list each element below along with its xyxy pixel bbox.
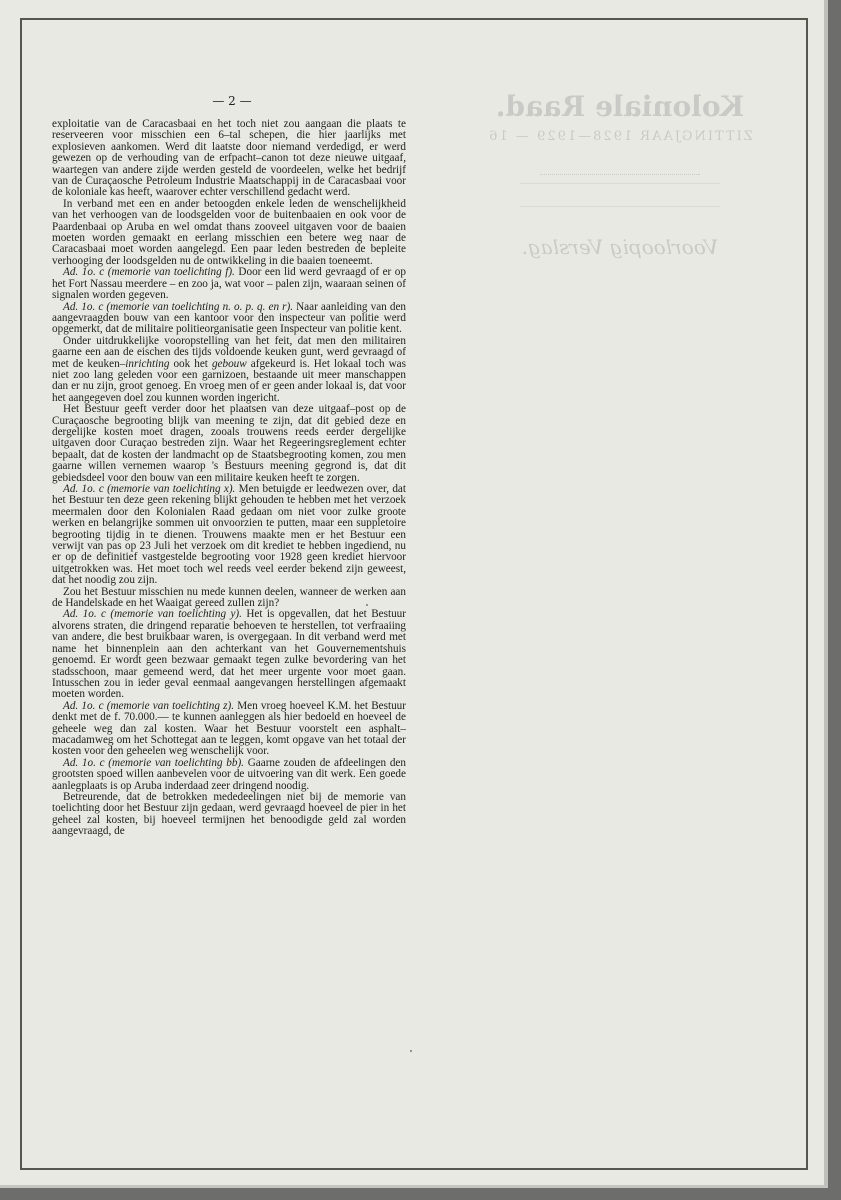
italic-reference: Ad. 1o. c (memorie van toelichting bb). — [63, 756, 244, 769]
paragraph-text: Naar aanleiding van den aangevraagden bouw van een kantoor voor den inspecteur van politie werd opgemerkt, dat de militaire politieorganisatie geen Inspecteur van politie kent. — [52, 300, 407, 336]
bleed-title: Koloniale Raad. — [495, 90, 745, 123]
bleed-stamp-lines — [520, 183, 720, 207]
paragraph-text: Gaarne zouden de afdeelingen den grootsten spoed willen aanbevelen voor de uitvoering van dit werk. Een goede aanlegplaats is op Aruba inderdaad zeer dringend noodig. — [52, 756, 406, 792]
paragraph-text: Het Bestuur geeft verder door het plaatsen van deze uitgaaf–post op de Curaçaosche begrooting blijk van meening te zijn, dat dit gebied deze en dergelijke kosten moet dragen, zooals trouwens reeds eerder dergelijke uitgaven door Curaçao bestreden zijn. Waar het Regeeringsreglement echter bepaalt, dat de kosten der landmacht op de Staatsbegrooting komen, zou men gaarne willen vernemen waarop 's Bestuurs meening gegrond is, dat dit gebiedsdeel voor den bouw van een militaire keuken heeft te zorgen. — [52, 403, 406, 484]
italic-reference: Ad. 1o. c (memorie van toelichting n. o. p. q. en r). — [63, 300, 294, 313]
italic-reference: inrichting — [125, 357, 170, 370]
paragraph — [52, 404, 406, 484]
paragraph-text: Men vroeg hoeveel K.M. het Bestuur denkt met de f. 70.000.— te kunnen aanleggen als hier bedoeld en hoeveel de geheele weg dan zal kosten. Waar het Bestuur voorstelt een asphalt–macadamweg om het Schottegat aan te leggen, komt opgave van het totaal der kosten voor den geheelen weg wenschelijk voor. — [52, 699, 406, 758]
paragraph — [52, 587, 406, 610]
paragraph — [52, 199, 406, 267]
paragraph — [52, 701, 406, 758]
bleed-subtitle: ZITTINGJAAR 1928—1929 — 16 — [487, 129, 753, 144]
italic-reference: Ad. 1o. c (memorie van toelichting z). — [63, 699, 235, 712]
paragraph — [52, 302, 406, 336]
paragraph — [52, 119, 406, 199]
paragraph — [52, 336, 406, 404]
paragraph-text: afgekeurd is. Het lokaal toch was niet zoo lang geleden voor een garnizoen, bestaande uit meer manschappen dan er nu zijn, groot genoeg. En vroeg men of er geen ander lokaal is, dat voor het aangegeven doel zou kunnen worden ingericht. — [52, 357, 406, 404]
paragraph-text: Betreurende, dat de betrokken mededeelingen niet bij de memorie van toelichting door het Bestuur zijn gedaan, werd gevraagd hoeveel de pier in het geheel zal kosten, bij hoeveel termijnen het benoodigde geld zal worden aangevraagd, de — [52, 790, 406, 838]
paragraph-text: In verband met een en ander betoogden enkele leden de wenschelijkheid van het verhoogen van de loodsgelden voor de buitenbaaien en ook voor de Paardenbaai op Aruba en wel omdat thans zooveel uitgaven voor de baaien moeten worden gemaakt en eerlang misschien een betere weg naar de Caracasbaai moet worden aangelegd. Een paar leden bestreden de bepleite verhooging der loodsgelden nu de ontwikkeling in die baaien toeneemt. — [52, 197, 406, 267]
italic-reference: Ad. 1o. c (memorie van toelichting x). — [63, 483, 236, 495]
paragraph-text: Door een lid werd gevraagd of er op het Fort Nassau meerdere – en zoo ja, wat voor – palen zijn, waaraan seinen of signalen worden gegeven. — [52, 266, 406, 302]
paragraph-text: ook het — [169, 357, 212, 370]
paragraph-text: Men betuigde er leedwezen over, dat het Bestuur ten deze geen rekening blijkt gehouden te hebben met het verzoek meermalen door den Kolonialen Raad gedaan om niet voor zulke groote werken en belangrijke sommen uit onvoorzien te putten, maar een suppletoire begrooting tijdig in te dienen. Trouwens maakte men er het Bestuur een verwijt van pas op 23 Juli het verzoek om dit krediet te hebben ingediend, nu er op de definitief vastgestelde begrooting voor 1928 geen krediet hiervoor uitgetrokken was. Het moet toch wel reeds veel eerder bekend zijn geweest, dat het noodig zou zijn. — [52, 483, 406, 587]
bleed-heading: Voorloopig Verslag. — [521, 235, 719, 259]
paragraph — [52, 758, 406, 792]
page-number: — 2 — — [212, 94, 252, 108]
body-text-column — [52, 119, 406, 838]
paragraph-text: Onder uitdrukkelijke vooropstelling van het feit, dat men den militairen gaarne een aan de eischen des tijds voldoende keuken gunt, werd gevraagd of met de keuken– — [52, 334, 406, 370]
italic-reference: Ad. 1o. c (memorie van toelichting f). — [63, 266, 235, 279]
italic-reference: Ad. 1o. c (memorie van toelichting y). — [63, 608, 242, 621]
scan-speck — [410, 1050, 412, 1052]
scan-speck — [366, 604, 368, 606]
paragraph — [52, 267, 406, 301]
mirrored-bleed-through — [460, 80, 780, 260]
paragraph — [52, 484, 406, 587]
paragraph-text: Zou het Bestuur misschien nu mede kunnen deelen, wanneer de werken aan de Handelskade en het Waaigat gereed zullen zijn? — [52, 585, 406, 610]
paragraph-text: Het is opgevallen, dat het Bestuur alvorens straten, die dringend reparatie behoeven te herstellen, tot verfraaiing van andere, die best bruikbaar waren, is overgegaan. In dit verband werd met name het binnenplein aan den achterkant van het Gouvernementshuis genoemd. Er wordt geen bezwaar gemaakt tegen zulke bevordering van het stadsschoon, maar gemeend werd, dat het meer urgente voor moet gaan. Intusschen zou in ieder geval eenmaal aangevangen herstellingen afgemaakt moeten worden. — [52, 608, 406, 701]
paragraph-text: exploitatie van de Caracasbaai en het toch niet zou aangaan die plaats te reserveeren voor misschien een 6–tal schepen, die hier jaarlijks met explosieven aankomen. Werd dit laatste door niemand verdedigd, er werd gewezen op de verhouding van de erfpacht–canon tot deze nieuwe uitgaaf, waartegen van andere zijde werden gesteld de voordeelen, welke het bedrijf van de Curaçaosche Petroleum Industrie Maatschappij in de Caracasbaai voor de koloniale kas heeft, waarover echter verschillend gedacht werd. — [52, 118, 406, 199]
italic-reference: gebouw — [211, 357, 247, 370]
paragraph — [52, 792, 406, 838]
paragraph — [52, 609, 406, 700]
bleed-rule — [540, 174, 700, 175]
